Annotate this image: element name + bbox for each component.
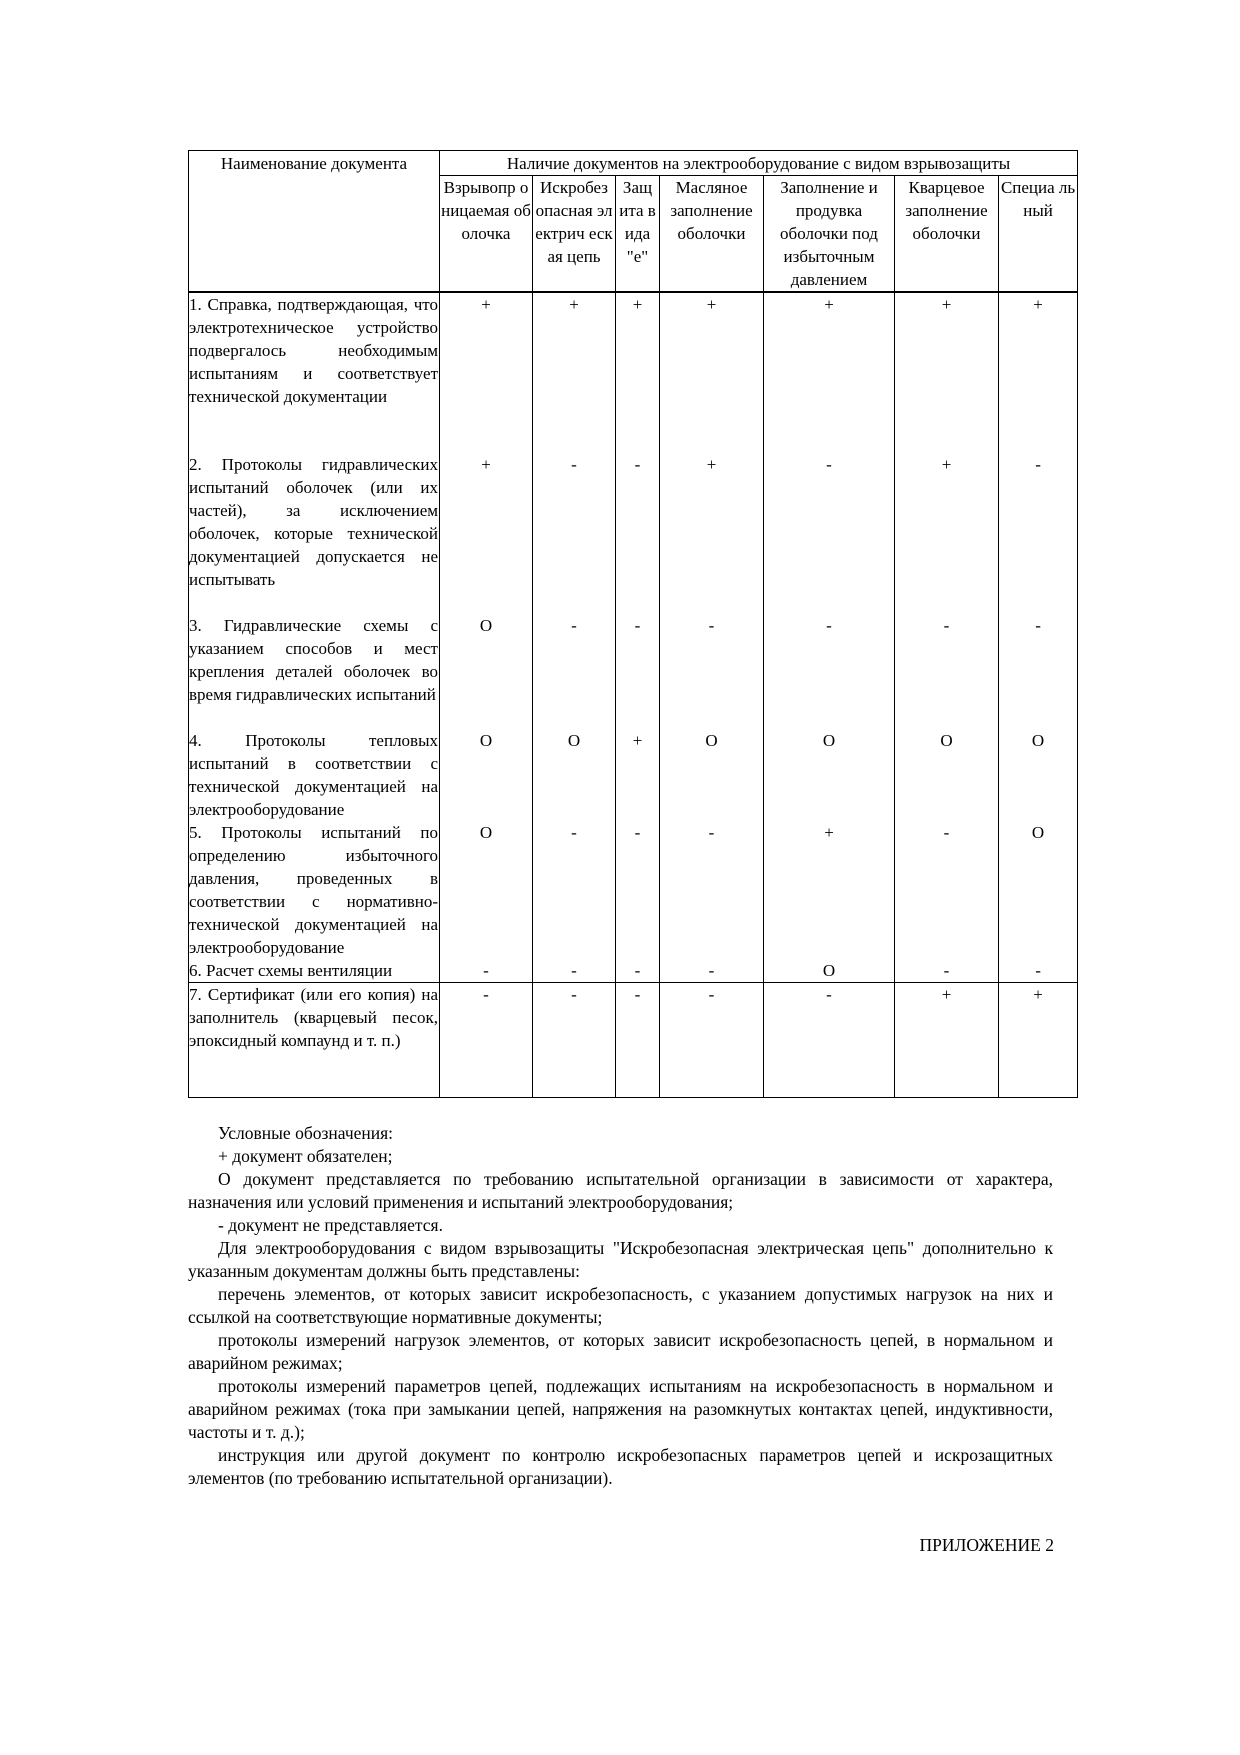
table-row — [189, 983, 1078, 1098]
mark-cell: - — [764, 983, 895, 1098]
mark-cell: - — [533, 983, 616, 1098]
mark-cell: + — [616, 729, 660, 821]
mark-cell: - — [440, 959, 533, 983]
column-header: Масляное заполнение оболочки — [660, 176, 764, 293]
mark-cell: - — [616, 614, 660, 729]
mark-cell: - — [999, 959, 1078, 983]
column-header: Заполнение и продувка оболочки под избыточным давлением — [764, 176, 895, 293]
table-row — [189, 821, 1078, 959]
table-row — [189, 292, 1078, 453]
mark-cell: + — [764, 292, 895, 453]
mark-cell: О — [440, 614, 533, 729]
mark-cell: О — [895, 729, 999, 821]
mark-cell: + — [764, 821, 895, 959]
mark-cell: - — [440, 983, 533, 1098]
document-name: 3. Гидравлические схемы с указанием способов и мест крепления деталей оболочек во время гидравлических испытаний — [189, 614, 440, 729]
mark-cell: - — [895, 959, 999, 983]
mark-cell: + — [660, 453, 764, 614]
legend-item: перечень элементов, от которых зависит искробезопасность, с указанием допустимых нагрузок на них и ссылкой на соответствующие нормативные документы; — [188, 1284, 1053, 1327]
mark-cell: + — [895, 453, 999, 614]
legend-item: инструкция или другой документ по контролю искробезопасных параметров цепей и искрозащитных элементов (по требованию испытательной организации). — [188, 1445, 1053, 1488]
mark-cell: - — [616, 453, 660, 614]
mark-cell: + — [895, 292, 999, 453]
mark-cell: - — [764, 614, 895, 729]
legend-item: протоколы измерений нагрузок элементов, от которых зависит искробезопасность цепей, в нормальном и аварийном режимах; — [188, 1330, 1053, 1373]
table-row — [189, 453, 1078, 614]
mark-cell: - — [660, 983, 764, 1098]
mark-cell: - — [660, 614, 764, 729]
mark-cell: О — [764, 729, 895, 821]
mark-cell: - — [999, 453, 1078, 614]
column-header: Взрывопр оницаемая оболочка — [440, 176, 533, 293]
document-name: 6. Расчет схемы вентиляции — [189, 959, 440, 983]
mark-cell: - — [895, 821, 999, 959]
mark-cell: - — [533, 959, 616, 983]
mark-cell: О — [440, 729, 533, 821]
document-name: 5. Протоколы испытаний по определению избыточного давления, проведенных в соответствии с нормативно-технической документацией на электрооборудование — [189, 823, 438, 957]
document-name: 1. Справка, подтверждающая, что электротехническое устройство подвергалось необходимым испытаниям и соответствует технической документации — [189, 292, 440, 453]
legend-section — [188, 1122, 1053, 1490]
mark-cell: - — [660, 959, 764, 983]
legend-item: протоколы измерений параметров цепей, подлежащих испытаниям на искробезопасность в нормальном и аварийном режимах (тока при замыкании цепей, напряжения на разомкнутых контактах цепей, индуктивности, частоты и т. д.); — [188, 1376, 1053, 1442]
mark-cell: О — [660, 729, 764, 821]
document-name: 4. Протоколы тепловых испытаний в соответствии с технической документацией на электрооборудование — [189, 731, 438, 819]
mark-cell: - — [533, 453, 616, 614]
mark-cell: + — [533, 292, 616, 453]
legend-plus: + документ обязателен; — [218, 1146, 393, 1166]
table-row — [189, 959, 1078, 983]
name-column-header: Наименование документа — [189, 151, 440, 293]
mark-cell: + — [999, 983, 1078, 1098]
column-header: Защ ита вида "е" — [616, 176, 660, 293]
mark-cell: - — [533, 821, 616, 959]
table-row — [189, 614, 1078, 729]
column-header: Искробез опасная электрич еская цепь — [533, 176, 616, 293]
table-header-row — [189, 151, 1078, 176]
mark-cell: + — [999, 292, 1078, 453]
mark-cell: - — [895, 614, 999, 729]
mark-cell: О — [999, 821, 1078, 959]
mark-cell: - — [999, 614, 1078, 729]
mark-cell: - — [660, 821, 764, 959]
mark-cell: + — [895, 983, 999, 1098]
mark-cell: + — [616, 292, 660, 453]
table-row — [189, 729, 1078, 821]
mark-cell: + — [440, 292, 533, 453]
document-name: 2. Протоколы гидравлических испытаний оболочек (или их частей), за исключением оболочек, которые технической документацией допускается не испытывать — [189, 453, 440, 614]
column-header: Кварцевое заполнение оболочки — [895, 176, 999, 293]
mark-cell: + — [660, 292, 764, 453]
legend-minus: - документ не представляется. — [218, 1215, 443, 1235]
mark-cell: О — [999, 729, 1078, 821]
document-name: 7. Сертификат (или его копия) на заполнитель (кварцевый песок, эпоксидный компаунд и т. п.) — [189, 983, 440, 1098]
legend-intro: Для электрооборудования с видом взрывозащиты "Искробезопасная электрическая цепь" дополнительно к указанным документам должны быть представлены: — [188, 1238, 1053, 1281]
column-header: Специа льный — [999, 176, 1078, 293]
mark-cell: - — [533, 614, 616, 729]
mark-cell: О — [533, 729, 616, 821]
mark-cell: - — [616, 821, 660, 959]
mark-cell: - — [764, 453, 895, 614]
appendix-heading: ПРИЛОЖЕНИЕ 2 — [919, 1535, 1054, 1555]
mark-cell: О — [764, 959, 895, 983]
mark-cell: - — [616, 959, 660, 983]
group-header: Наличие документов на электрооборудование с видом взрывозащиты — [440, 151, 1078, 176]
legend-title: Условные обозначения: — [218, 1123, 394, 1143]
mark-cell: + — [440, 453, 533, 614]
mark-cell: - — [616, 983, 660, 1098]
legend-o: О документ представляется по требованию испытательной организации в зависимости от характера, назначения или условий применения и испытаний электрооборудования; — [188, 1169, 1053, 1212]
mark-cell: О — [440, 821, 533, 959]
documents-table — [188, 150, 1078, 1098]
